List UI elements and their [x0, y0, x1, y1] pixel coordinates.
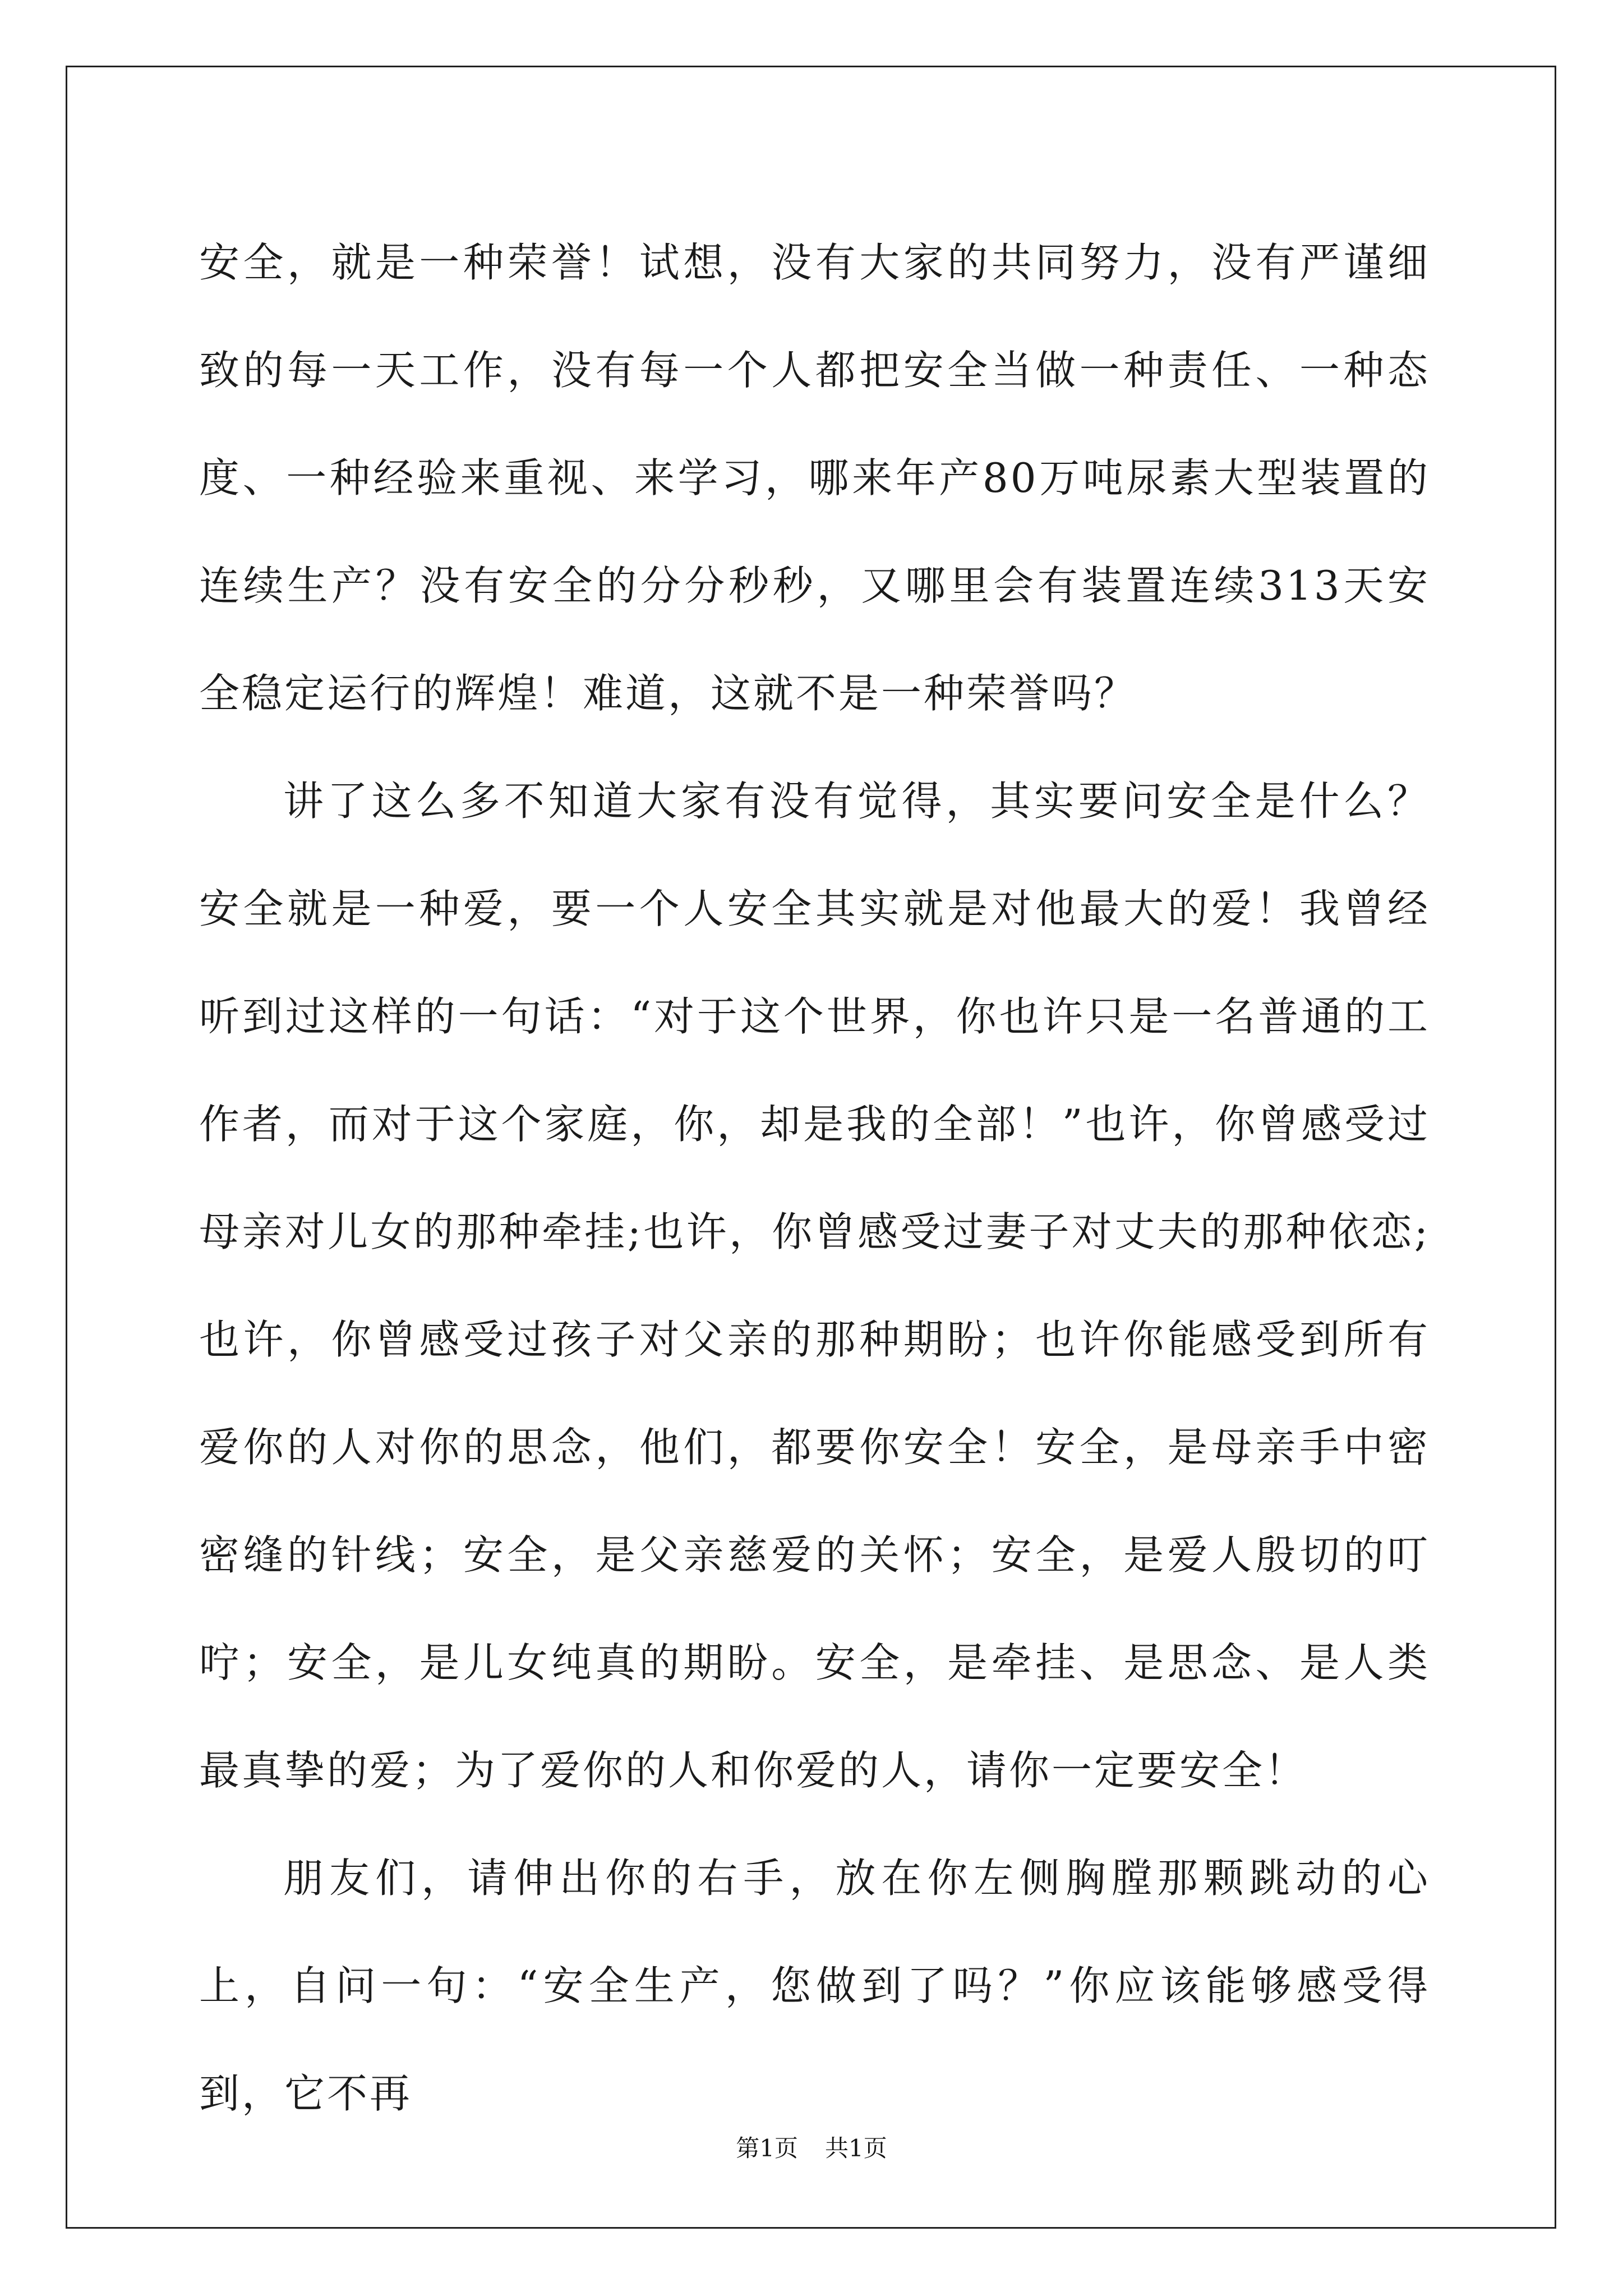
- document-body: [199, 209, 1430, 2147]
- paragraph-2: 讲了这么多不知道大家有没有觉得，其实要问安全是什么？安全就是一种爱，要一个人安全其实就是对他最大的爱！我曾经听到过这样的一句话：“对于这个世界，你也许只是一名普通的工作者，而对于这个家庭，你，却是我的全部！”也许，你曾感受过母亲对儿女的那种牵挂;也许，你曾感受过妻子对丈夫的那种依恋;也许，你曾感受过孩子对父亲的那种期盼；也许你能感受到所有爱你的人对你的思念，他们，都要你安全！安全，是母亲手中密密缝的针线；安全，是父亲慈爱的关怀；安全，是爱人殷切的叮咛；安全，是儿女纯真的期盼。安全，是牵挂、是思念、是人类最真挚的爱；为了爱你的人和你爱的人，请你一定要安全！: [199, 777, 1430, 1794]
- page-total: 共1页: [825, 2134, 887, 2162]
- paragraph-3: 朋友们，请伸出你的右手，放在你左侧胸膛那颗跳动的心上，自问一句：“安全生产，您做到了吗？”你应该能够感受得到，它不再: [199, 1855, 1430, 2117]
- paragraph-1: 安全，就是一种荣誉！试想，没有大家的共同努力，没有严谨细致的每一天工作，没有每一个人都把安全当做一种责任、一种态度、一种经验来重视、来学习，哪来年产80万吨尿素大型装置的连续生产？没有安全的分分秒秒，又哪里会有装置连续313天安全稳定运行的辉煌！难道，这就不是一种荣誉吗？: [199, 239, 1430, 717]
- page-number: 第1页: [736, 2134, 798, 2162]
- page-footer: [0, 2132, 1623, 2165]
